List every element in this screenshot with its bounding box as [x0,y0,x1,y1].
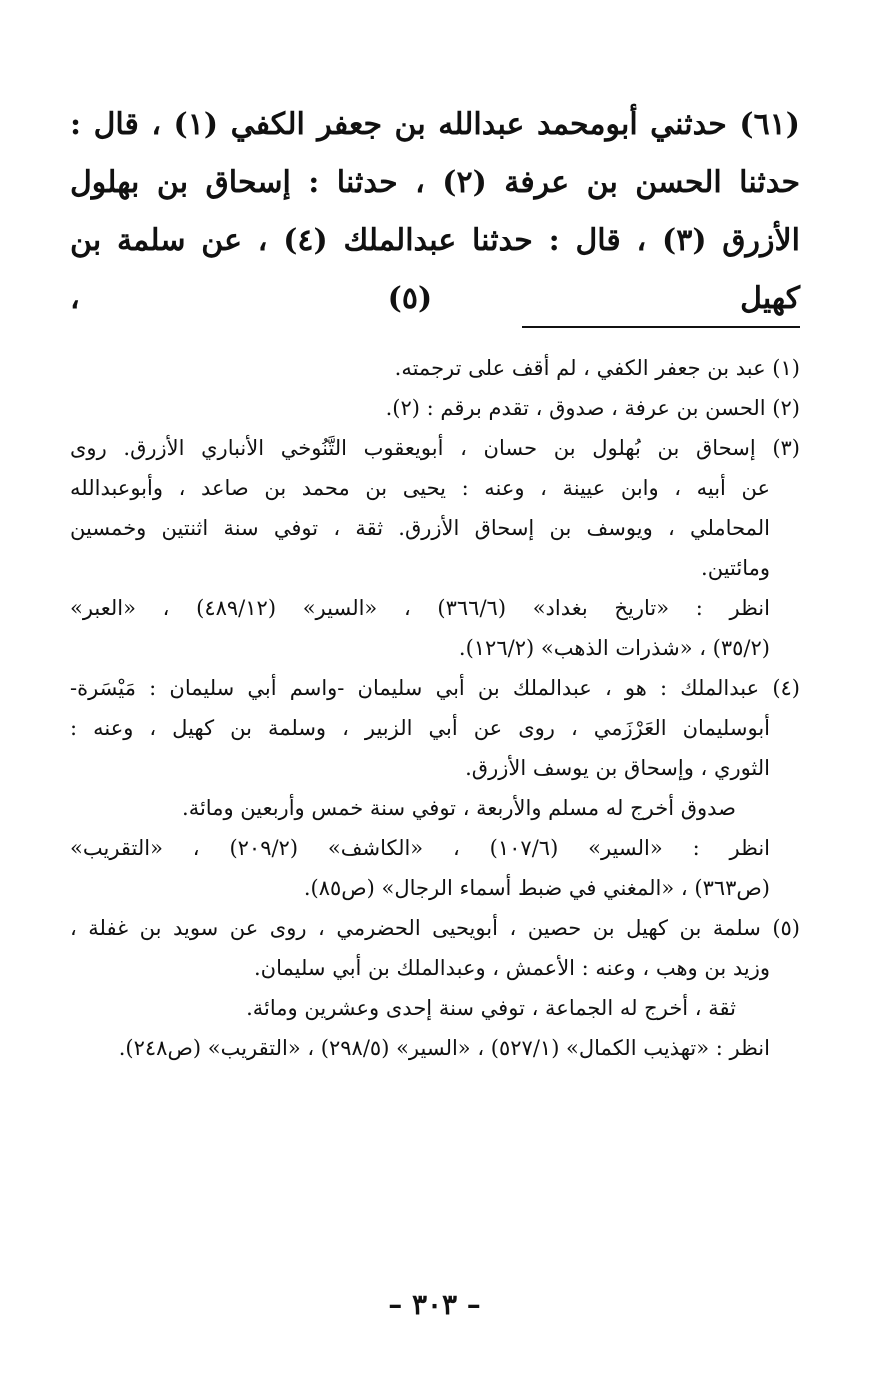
footnotes [70,348,800,1068]
footnote-4-line-5: انظر : «السير» (١٠٧/٦) ، «الكاشف» (٢٠٩/٢) ، «التقريب» [70,836,770,860]
footnote-3-line-5: انظر : «تاريخ بغداد» (٣٦٦/٦) ، «السير» (٤٨٩/١٢) ، «العبر» [70,596,770,620]
footnote-4-line-2: أبوسليمان العَرْزَمي ، روى عن أبي الزبير ، وسلمة بن كهيل ، وعنه : [70,716,770,740]
main-line-1: (٦١) حدثني أبومحمد عبدالله بن جعفر الكفي (١) ، قال : [70,107,800,142]
page-number: – ٣٠٣ – [388,1288,481,1321]
footnote-4-line-3: الثوري ، وإسحاق بن يوسف الأزرق. [465,756,770,780]
footnote-5-line-3: ثقة ، أخرج له الجماعة ، توفي سنة إحدى وعشرين ومائة. [246,996,736,1020]
footnote-1: (١) عبد بن جعفر الكفي ، لم أقف على ترجمته. [394,356,800,380]
footnote-3-line-6: (٣٥/٢) ، «شذرات الذهب» (١٢٦/٢). [458,636,770,660]
main-line-3: الأزرق (٣) ، قال : حدثنا عبدالملك (٤) ، عن سلمة بن كهيل (٥) ، [70,223,800,316]
footnote-3-line-2: عن أبيه ، وابن عيينة ، وعنه : يحيى بن محمد بن صاعد ، وأبوعبدالله [70,476,770,500]
footnote-4-line-4: صدوق أخرج له مسلم والأربعة ، توفي سنة خمس وأربعين ومائة. [182,796,736,820]
page-body [70,96,801,1060]
footnote-separator [522,326,800,328]
footnote-3-line-3: المحاملي ، ويوسف بن إسحاق الأزرق. ثقة ، توفي سنة اثنتين وخمسين [70,516,770,540]
footnote-4-line-1: (٤) عبدالملك : هو ، عبدالملك بن أبي سليمان -واسم أبي سليمان : مَيْسَرة- [70,676,800,700]
footnote-3-line-1: (٣) إسحاق بن بُهلول بن حسان ، أبويعقوب التَّنُوخي الأنباري الأزرق. روى [70,436,800,460]
footnote-2: (٢) الحسن بن عرفة ، صدوق ، تقدم برقم : (٢). [385,396,800,420]
main-text [70,96,800,328]
footnote-5-line-4: انظر : «تهذيب الكمال» (٥٢٧/١) ، «السير» (٢٩٨/٥) ، «التقريب» (ص٢٤٨). [118,1036,770,1060]
footnote-3-line-4: ومائتين. [701,556,770,580]
footnote-4-line-6: (ص٣٦٣) ، «المغني في ضبط أسماء الرجال» (ص٨٥). [303,876,770,900]
footnote-5-line-2: وزيد بن وهب ، وعنه : الأعمش ، وعبدالملك بن أبي سليمان. [254,956,770,980]
main-line-2: حدثنا الحسن بن عرفة (٢) ، حدثنا : إسحاق بن بهلول [70,165,801,200]
footnote-5-line-1: (٥) سلمة بن كهيل بن حصين ، أبويحيى الحضرمي ، روى عن سويد بن غفلة ، [70,916,800,940]
